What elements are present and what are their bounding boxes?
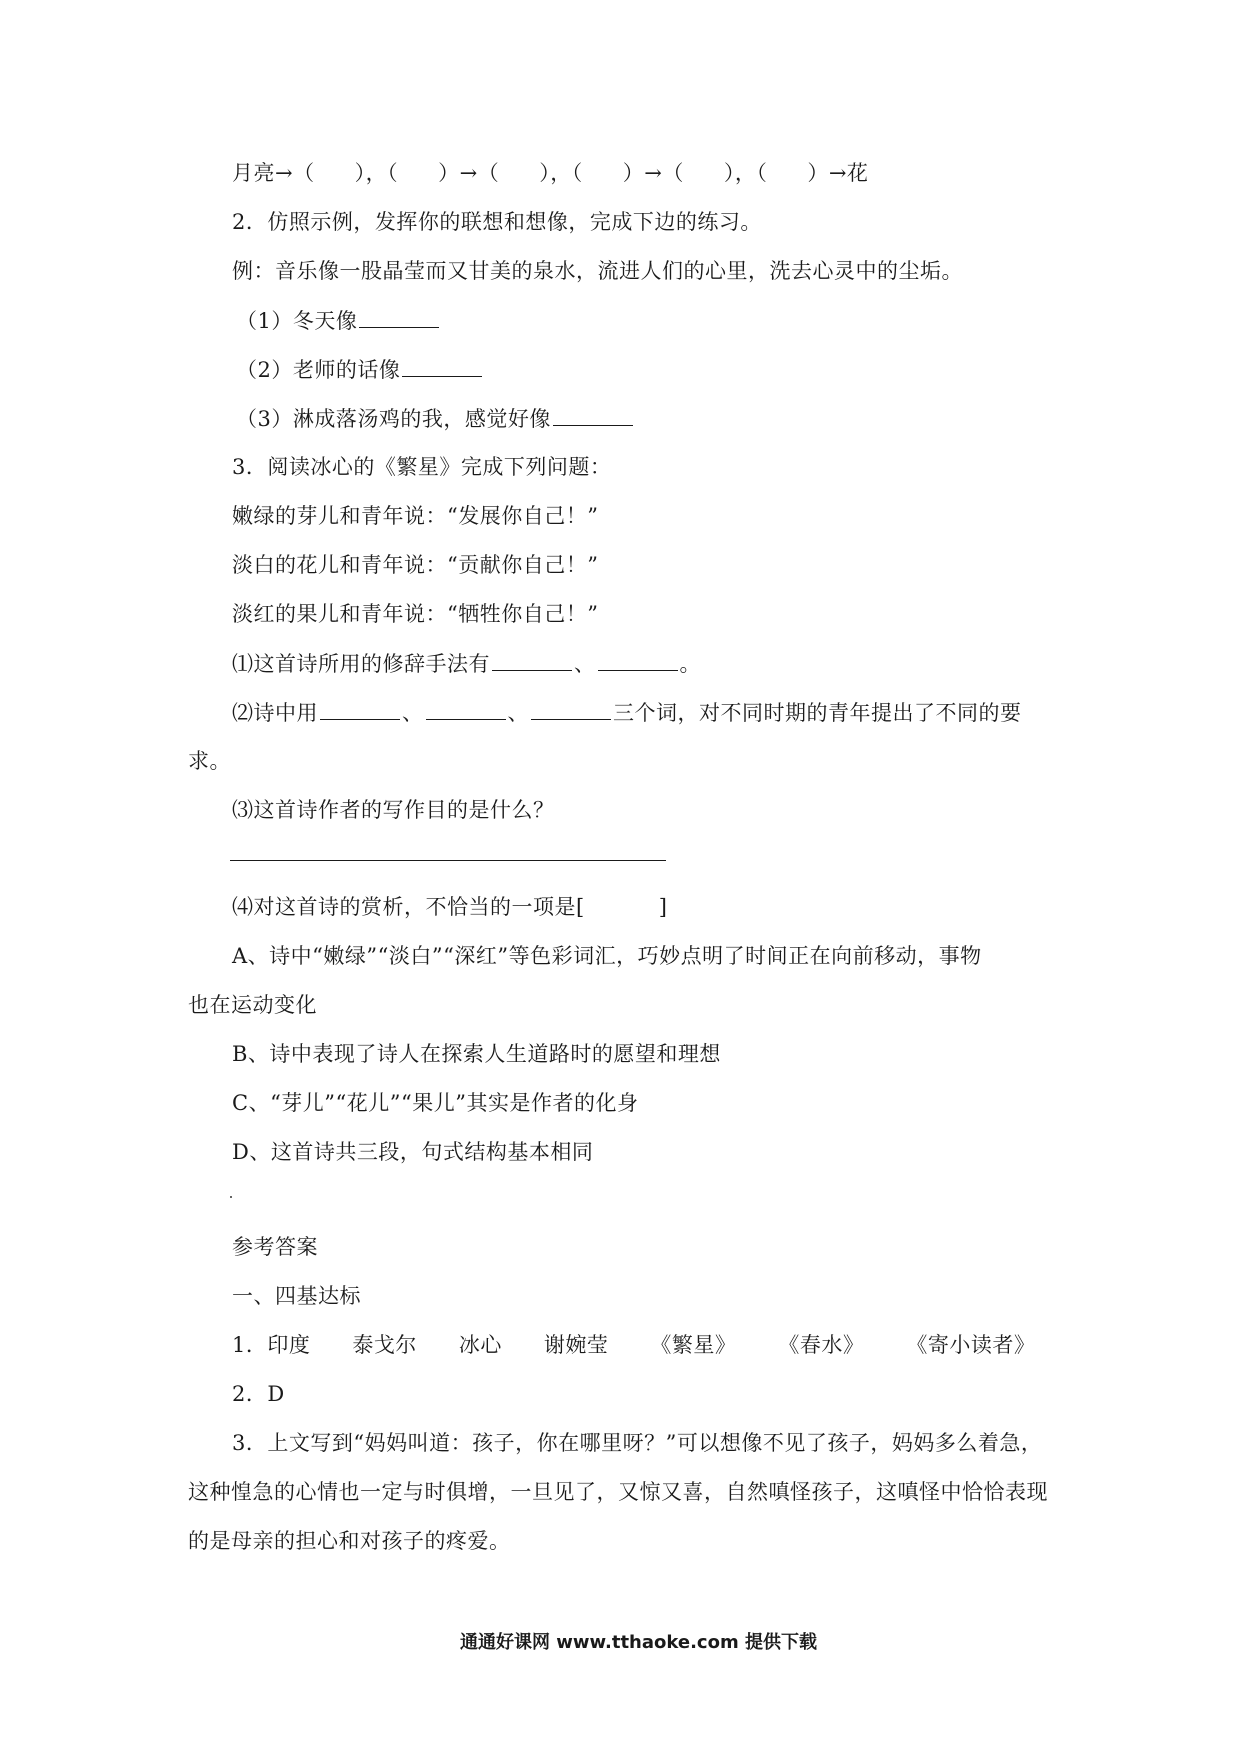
separator: 、 (507, 701, 529, 725)
answer-1-item: 泰戈尔 (352, 1333, 417, 1357)
seq-part: ），（ (354, 161, 399, 185)
answer-blank[interactable] (531, 697, 611, 720)
q2-item-1-label: （1）冬天像 (236, 309, 358, 333)
separator: 、 (402, 701, 424, 725)
answer-blank[interactable] (426, 697, 506, 720)
bracket-close: ] (658, 895, 668, 919)
q2-item-2-label: （2）老师的话像 (236, 358, 401, 382)
answer-blank[interactable] (402, 354, 482, 377)
seq-part: ）→（ (622, 161, 684, 185)
answer-1 (232, 1330, 1035, 1360)
q3-sub-2-cont: 求。 (188, 749, 231, 773)
answer-blank[interactable] (320, 697, 400, 720)
q3-sub-4 (232, 892, 667, 922)
period: 。 (679, 652, 701, 676)
seq-start: 月亮→（ (232, 161, 315, 185)
q3-sub-2-rest: 三个词，对不同时期的青年提出了不同的要 (613, 701, 1022, 725)
seq-part: ），（ (723, 161, 768, 185)
answers-section: 一、四基达标 (232, 1284, 361, 1308)
seq-part: ），（ (539, 161, 583, 185)
footer-text: 通通好课网 www.tthaoke.com 提供下载 (460, 1632, 817, 1653)
q3-sub-1-text: ⑴这首诗所用的修辞手法有 (232, 652, 490, 676)
answer-blank[interactable] (598, 648, 678, 671)
sequence-line (232, 158, 868, 188)
q3-title: 3．阅读冰心的《繁星》完成下列问题： (232, 455, 612, 479)
q3-sub-4-text: ⑷对这首诗的赏析，不恰当的一项是[ (232, 895, 585, 919)
answer-3-line-3: 的是母亲的担心和对孩子的疼爱。 (188, 1529, 511, 1553)
answer-3-line-1: 3．上文写到“妈妈叫道：孩子，你在哪里呀？”可以想像不见了孩子，妈妈多么着急， (232, 1431, 1043, 1455)
answer-blank[interactable] (553, 403, 633, 426)
answer-2: 2．D (232, 1382, 285, 1406)
q2-item-3-label: （3）淋成落汤鸡的我，感觉好像 (236, 407, 551, 431)
answer-3-line-2: 这种惶急的心情也一定与时俱增，一旦见了，又惊又喜，自然嗔怪孩子，这嗔怪中恰恰表现 (188, 1480, 1048, 1504)
poem-line-3: 淡红的果儿和青年说：“牺牲你自己！” (232, 602, 599, 626)
answers-heading: 参考答案 (232, 1235, 318, 1259)
seq-part: ）→（ (438, 161, 500, 185)
option-a-line-1: A、诗中“嫩绿”“淡白”“深红”等色彩词汇，巧妙点明了时间正在向前移动，事物 (232, 944, 982, 968)
q3-sub-1 (232, 648, 701, 679)
answer-1-item: 《繁星》 (650, 1333, 737, 1357)
q2-item-1 (236, 305, 441, 336)
answer-blank[interactable] (359, 305, 439, 328)
poem-line-2: 淡白的花儿和青年说：“贡献你自己！” (232, 553, 599, 577)
answer-1-item: 《春水》 (778, 1333, 865, 1357)
answer-1-item: 谢婉莹 (543, 1333, 609, 1357)
q2-title: 2．仿照示例，发挥你的联想和想像，完成下边的练习。 (232, 210, 762, 234)
option-c: C、“芽儿”“花儿”“果儿”其实是作者的化身 (232, 1091, 639, 1115)
separator: 、 (574, 652, 596, 676)
option-d: D、这首诗共三段，句式结构基本相同 (232, 1140, 594, 1164)
answer-1-item: 印度 (267, 1333, 311, 1357)
q3-sub-2-text: ⑵诗中用 (232, 701, 318, 725)
option-a-line-2: 也在运动变化 (188, 993, 317, 1017)
scan-dot (230, 1196, 232, 1198)
poem-line-1: 嫩绿的芽儿和青年说：“发展你自己！” (232, 504, 599, 528)
answer-blank[interactable] (492, 648, 572, 671)
q2-item-2 (236, 354, 484, 385)
q3-sub-3: ⑶这首诗作者的写作目的是什么？ (232, 798, 555, 822)
answer-1-num: 1． (232, 1333, 268, 1357)
answer-1-item: 冰心 (458, 1333, 502, 1357)
option-b: B、诗中表现了诗人在探索人生道路时的愿望和理想 (232, 1042, 721, 1066)
seq-end: ）→花 (807, 161, 869, 185)
q3-sub-2 (232, 697, 1022, 728)
q2-item-3 (236, 403, 635, 434)
answer-line[interactable] (230, 860, 666, 861)
answer-1-item: 《寄小读者》 (906, 1333, 1036, 1357)
q2-example: 例：音乐像一股晶莹而又甘美的泉水，流进人们的心里，洗去心灵中的尘垢。 (232, 259, 963, 283)
